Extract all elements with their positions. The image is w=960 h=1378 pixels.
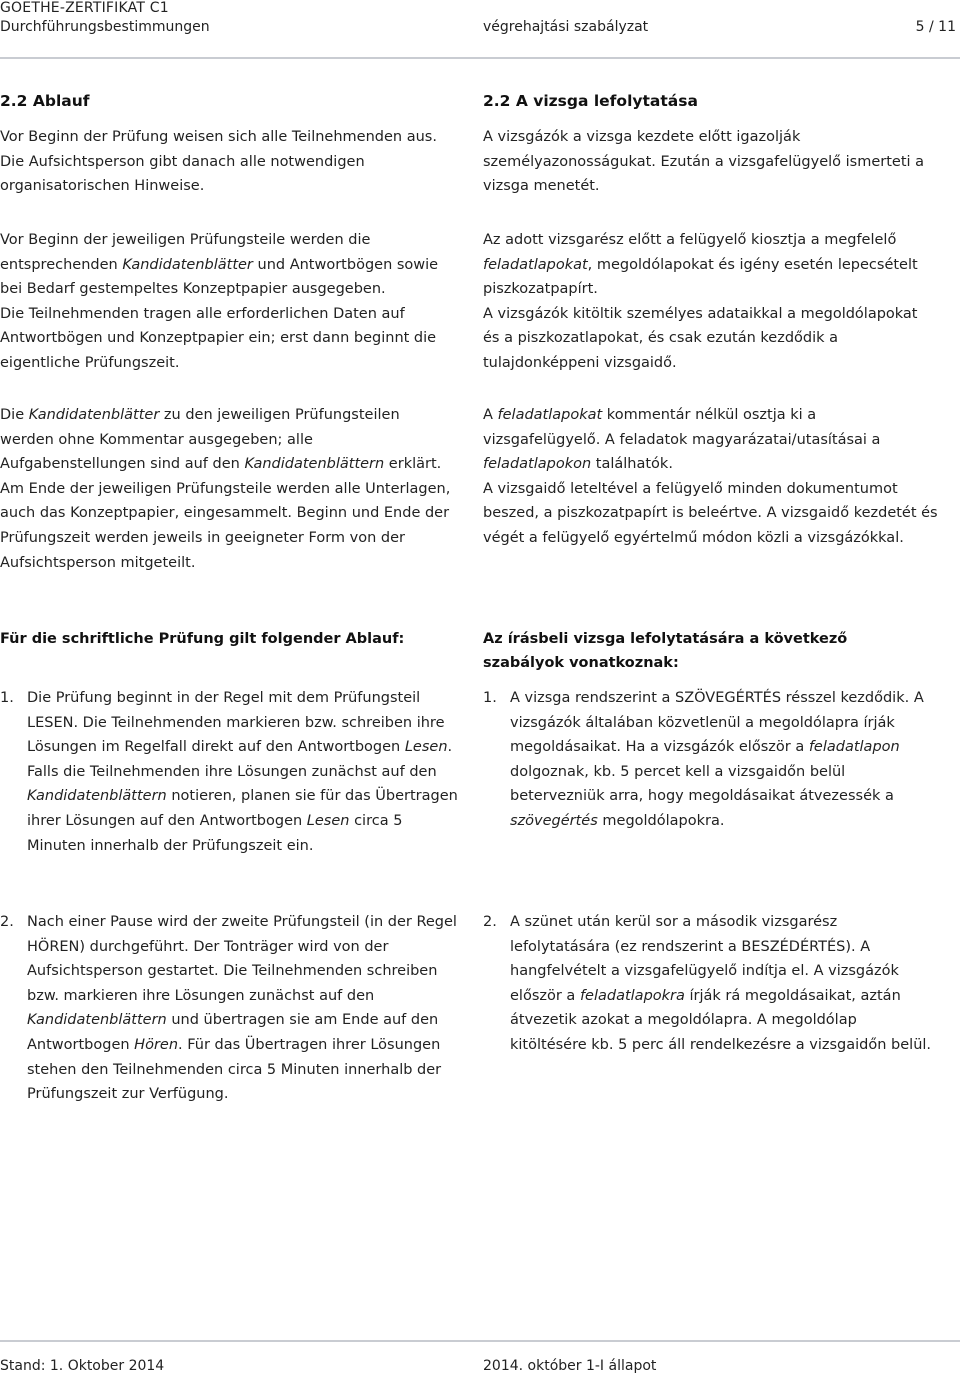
paragraph-hu-2: Az adott vizsgarész előtt a felügyelő kiosztja a megfelelő feladatlapokat, megoldólapokat és igény esetén lepecsételt piszkozatpapírt.: [483, 232, 918, 298]
footer-divider: [0, 1340, 960, 1342]
section-title-de: 2.2 Ablauf: [0, 92, 90, 110]
section-title-hu: 2.2 A vizsga lefolytatása: [483, 92, 698, 110]
page-header: [0, 0, 960, 40]
subheading-de: Für die schriftliche Prüfung gilt folgender Ablauf:: [0, 631, 405, 647]
paragraph-hu-3: A feladatlapokat kommentár nélkül osztja ki a vizsgafelügyelő. A feladatok magyarázatai/utasításai a feladatlapokon találhatók.: [483, 407, 881, 473]
organization-name: GOETHE-ZERTIFIKAT C1: [0, 0, 169, 16]
footer-date-hu: 2014. október 1-I állapot: [483, 1358, 657, 1374]
page-number: 5 / 11: [915, 19, 956, 35]
paragraph-hu-2b: A vizsgázók kitöltik személyes adataikkal a megoldólapokat és a piszkozatlapokat, és csak ezután kezdődik a tulajdonképpeni vizsgaidő.: [483, 305, 918, 371]
paragraph-de-1: Vor Beginn der Prüfung weisen sich alle Teilnehmenden aus. Die Aufsichtsperson gibt danach alle notwendigen organisatorischen Hinweise.: [0, 129, 437, 195]
paragraph-hu-1: A vizsgázók a vizsga kezdete előtt igazolják személyazonosságukat. Ezután a vizsgafelügyelő ismerteti a vizsga menetét.: [483, 129, 925, 195]
paragraph-hu-3b: A vizsgaidő leteltével a felügyelő minden dokumentumot beszed, a piszkozatpapírt is beleértve. A vizsgaidő kezdetét és végét a felügyelő egyértelmű módon közli a vizsgázókkal.: [483, 480, 938, 546]
subheading-hu: Az írásbeli vizsga lefolytatására a következő szabályok vonatkoznak:: [483, 631, 848, 671]
paragraph-de-3b: Am Ende der jeweiligen Prüfungsteile werden alle Unterlagen, auch das Konzeptpapier, eingesammelt. Beginn und Ende der Prüfungszeit werden jeweils in geeigneter Form von der Aufsichtsperson mitgeteilt.: [0, 480, 451, 571]
paragraph-de-2b: Die Teilnehmenden tragen alle erforderlichen Daten auf Antwortbögen und Konzeptpapier ein; erst dann beginnt die eigentliche Prüfungszeit.: [0, 305, 437, 371]
list-item-hu-2: 2. A szünet után kerül sor a második vizsgarész lefolytatására (ez rendszerint a BESZÉDÉRTÉS). A hangfelvételt a vizsgafelügyelő indítja el. A vizsgázók először a feladatlapokra írják rá megoldásaikat, aztán átvezetik azokat a megoldólapra. A megoldólap kitöltésére kb. 5 perc áll rendelkezésre a vizsgaidőn belül.: [483, 914, 932, 1053]
header-title-de: Durchführungsbestimmungen: [0, 19, 210, 35]
header-divider: [0, 57, 960, 59]
list-item-de-2: 2. Nach einer Pause wird der zweite Prüfungsteil (in der Regel HÖREN) durchgeführt. Der Tonträger wird von der Aufsichtsperson gestartet. Die Teilnehmenden schreiben bzw. markieren ihre Lösungen zunächst auf den Kandidatenblättern und übertragen sie am Ende auf den Antwortbogen Hören. Für das Übertragen ihrer Lösungen stehen den Teilnehmenden circa 5 Minuten innerhalb der Prüfungszeit zur Verfügung.: [0, 914, 457, 1103]
paragraph-de-3: Die Kandidatenblätter zu den jeweiligen Prüfungsteilen werden ohne Kommentar ausgegeben; alle Aufgabenstellungen sind auf den Kandidatenblättern erklärt.: [0, 407, 442, 473]
list-item-hu-1: 1. A vizsga rendszerint a SZÖVEGÉRTÉS résszel kezdődik. A vizsgázók általában közvetlenül a megoldólapra írják megoldásaikat. Ha a vizsgázók először a feladatlapon dolgoznak, kb. 5 percet kell a vizsgaidőn belül betervezniük arra, hogy megoldásaikat átvezessék a szövegértés megoldólapokra.: [483, 690, 924, 829]
footer-date-de: Stand: 1. Oktober 2014: [0, 1358, 165, 1374]
list-item-de-1: 1. Die Prüfung beginnt in der Regel mit dem Prüfungsteil LESEN. Die Teilnehmenden markieren bzw. schreiben ihre Lösungen im Regelfall direkt auf den Antwortbogen Lesen. Falls die Teilnehmenden ihre Lösungen zunächst auf den Kandidatenblättern notieren, planen sie für das Übertragen ihrer Lösungen auf den Antwortbogen Lesen circa 5 Minuten innerhalb der Prüfungszeit ein.: [0, 690, 458, 854]
header-title-hu: végrehajtási szabályzat: [483, 19, 649, 35]
paragraph-de-2: Vor Beginn der jeweiligen Prüfungsteile werden die entsprechenden Kandidatenblätter und Antwortbögen sowie bei Bedarf gestempeltes Konzeptpapier ausgegeben.: [0, 232, 439, 298]
